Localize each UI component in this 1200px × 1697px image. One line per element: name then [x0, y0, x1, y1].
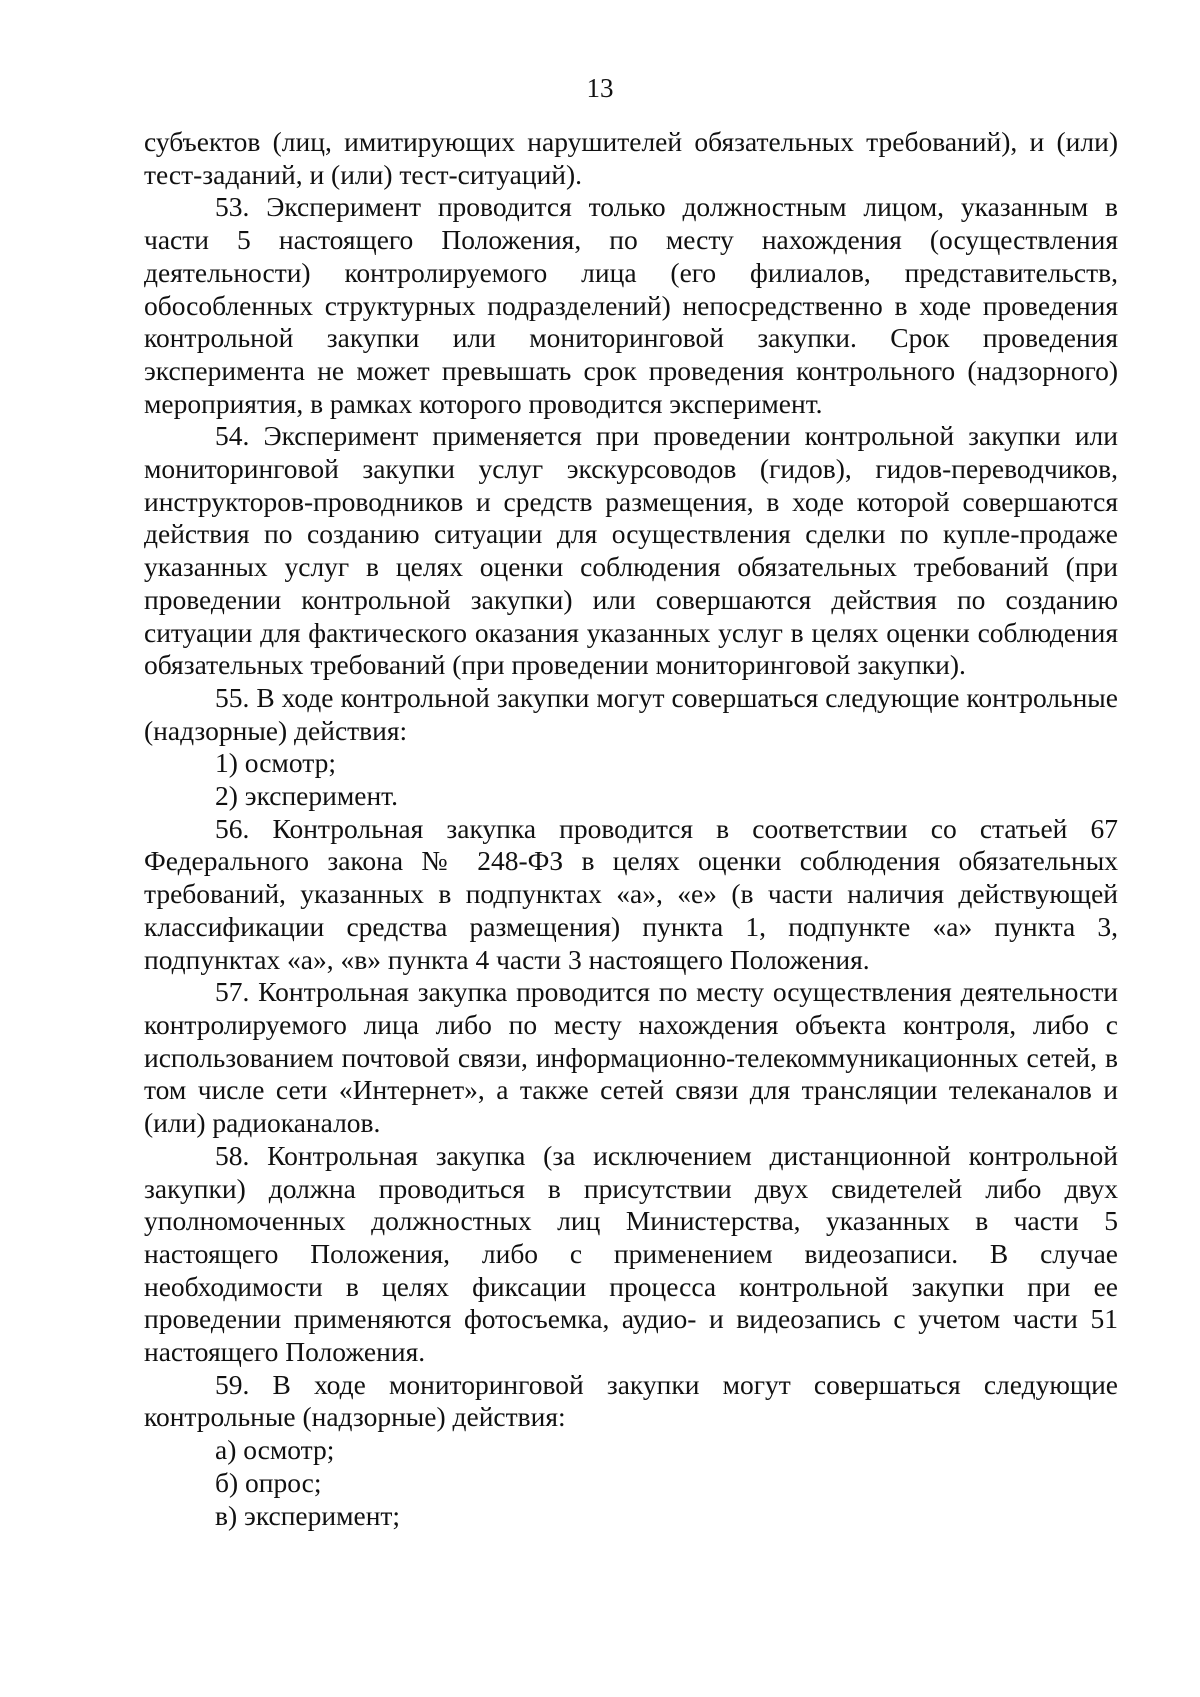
paragraph-53: 53. Эксперимент проводится только должностным лицом, указанным в части 5 настоящего Положения, по месту нахождения (осуществления деятельности) контролируемого лица (его филиалов, представительств, обособленных структурных подразделений) непосредственно в ходе проведения контрольной закупки или мониторинговой закупки. Срок проведения эксперимента не может превышать срок проведения контрольного (надзорного) мероприятия, в рамках которого проводится эксперимент. [144, 191, 1118, 419]
list-item-55-2: 2) эксперимент. [215, 780, 399, 812]
paragraph-continuation: субъектов (лиц, имитирующих нарушителей обязательных требований), и (или) тест-заданий, и (или) тест-ситуаций). [144, 126, 1118, 190]
page-number: 13 [586, 73, 614, 103]
paragraph-57: 57. Контрольная закупка проводится по месту осуществления деятельности контролируемого лица либо по месту нахождения объекта контроля, либо с использованием почтовой связи, информационно-телекоммуникационных сетей, в том числе сети «Интернет», а также сетей связи для трансляции телеканалов и (или) радиоканалов. [144, 976, 1118, 1139]
list-item-59-a: а) осмотр; [215, 1434, 335, 1466]
list-item-59-c: в) эксперимент; [215, 1499, 401, 1531]
list-item-59-b: б) опрос; [215, 1466, 322, 1498]
paragraph-59: 59. В ходе мониторинговой закупки могут совершаться следующие контрольные (надзорные) действия: [144, 1368, 1118, 1433]
list-item-55-1: 1) осмотр; [215, 747, 336, 779]
paragraph-56: 56. Контрольная закупка проводится в соответствии со статьей 67 Федерального закона № 248-ФЗ в целях оценки соблюдения обязательных требований, указанных в подпунктах «а», «е» (в части наличия действующей классификации средства размещения) пункта 1, подпункте «а» пункта 3, подпунктах «а», «в» пункта 4 части 3 настоящего Положения. [144, 812, 1118, 975]
paragraph-55: 55. В ходе контрольной закупки могут совершаться следующие контрольные (надзорные) действия: [144, 681, 1118, 746]
document-body [144, 126, 1118, 1532]
paragraph-54: 54. Эксперимент применяется при проведении контрольной закупки или мониторинговой закупки услуг экскурсоводов (гидов), гидов-переводчиков, инструкторов-проводников и средств размещения, в ходе которой совершаются действия по созданию ситуации для осуществления сделки по купле-продаже указанных услуг в целях оценки соблюдения обязательных требований (при проведении контрольной закупки) или совершаются действия по созданию ситуации для фактического оказания указанных услуг в целях оценки соблюдения обязательных требований (при проведении мониторинговой закупки). [144, 420, 1118, 681]
paragraph-58: 58. Контрольная закупка (за исключением дистанционной контрольной закупки) должна проводиться в присутствии двух свидетелей либо двух уполномоченных должностных лиц Министерства, указанных в части 5 настоящего Положения, либо с применением видеозаписи. В случае необходимости в целях фиксации процесса контрольной закупки при ее проведении применяются фотосъемка, аудио- и видеозапись с учетом части 51 настоящего Положения. [144, 1139, 1118, 1368]
